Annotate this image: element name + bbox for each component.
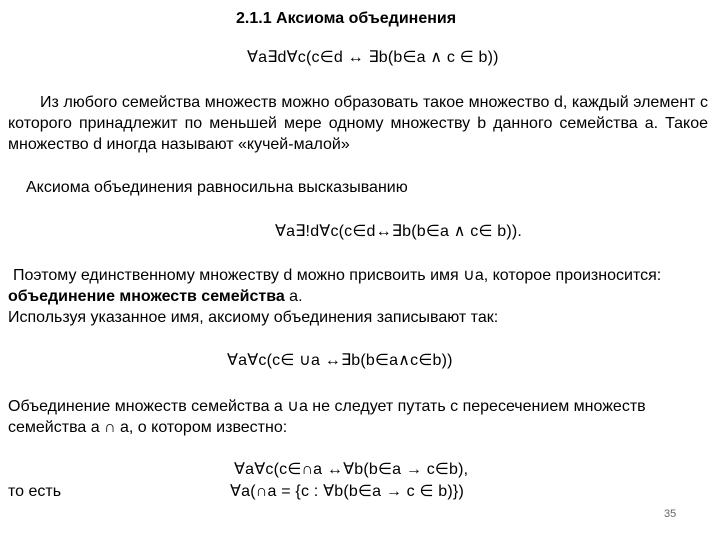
- paragraph-union-name: [8, 265, 708, 307]
- formula-union-axiom: ∀a∃d∀c(c∈d ↔ ∃b(b∈a ∧ c ∈ b)): [247, 49, 499, 66]
- paragraph-union-description: Из любого семейства множеств можно образовать такое множество d, каждый элемент с которого принадлежит по меньшей мере одному множеству b данного семейства a. Такое множество d иногда называют «кучей-малой»: [8, 94, 708, 153]
- paragraph-intersection-note: Объединение множеств семейства a ∪a не следует путать с пересечением множеств семейства a ∩ a, о котором известно:: [8, 398, 646, 436]
- formula-unique-union: ∀a∃!d∀c(c∈d↔∃b(b∈a ∧ c∈ b)).: [275, 223, 523, 240]
- formula-intersection-set: ∀a(∩a = {c : ∀b(b∈a → c ∈ b)}): [230, 483, 465, 500]
- paragraph-union-name-end: a.: [284, 288, 303, 305]
- section-title: 2.1.1 Аксиома объединения: [236, 10, 457, 27]
- paragraph-union-name-text: Поэтому единственному множеству d можно присвоить имя ∪a, которое произносится:: [13, 267, 662, 284]
- paragraph-union-name-bold: объединение множеств семейства: [8, 288, 285, 305]
- formula-union-notation: ∀a∀c(c∈ ∪a ↔∃b(b∈a∧c∈b)): [227, 352, 453, 369]
- page-number: 35: [664, 508, 677, 520]
- label-that-is: то есть: [8, 483, 62, 500]
- paragraph-axiom-notation-intro: Используя указанное имя, аксиому объединения записывают так:: [8, 309, 499, 326]
- formula-intersection: ∀a∀c(c∈∩a ↔∀b(b∈a → c∈b),: [234, 461, 469, 478]
- paragraph-equivalence-intro: Аксиома объединения равносильна высказыванию: [26, 179, 408, 196]
